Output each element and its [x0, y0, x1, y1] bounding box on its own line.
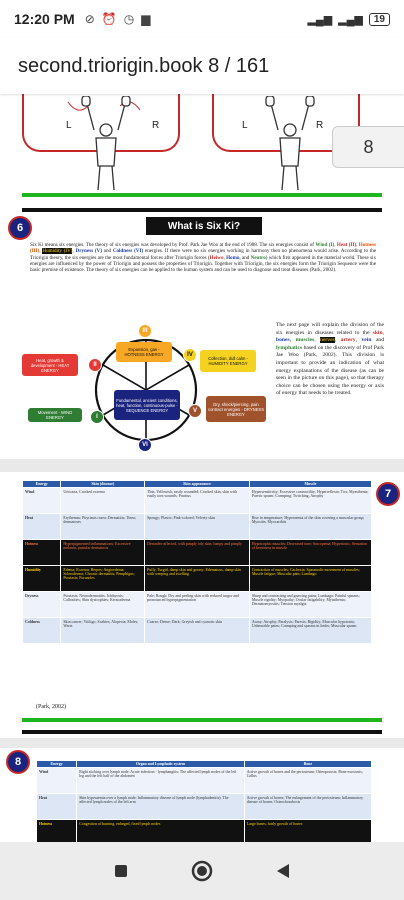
- table-cell: Atony; Atrophy; Paralysis; Paresis; Rigidity; Muscular hypotonia; Unbearable pains; Cramping and spasms in limbs; Muscular spasm: [249, 618, 371, 644]
- hand-label-l2: L: [242, 120, 248, 131]
- status-right: [307, 13, 390, 26]
- side-segment: ,: [314, 337, 321, 344]
- side-segment: ,: [355, 337, 362, 344]
- intro-segment: ,: [356, 242, 359, 248]
- table-cell: Coldness: [23, 618, 61, 644]
- table-row: [23, 488, 372, 514]
- section-title: What is Six Ki?: [146, 217, 262, 235]
- table-header: Bone: [244, 761, 371, 768]
- intro-segment: Wind (I): [315, 242, 335, 248]
- table-cell: Coarse; Dense; Dark; Greyish and cyanotic skin: [145, 618, 250, 644]
- table-cell: Contraction of muscles; Cachexia; Spasmodic movement of muscles; Muscle fatigue; Muscular pain; Lumbago: [249, 566, 371, 592]
- side-segment: ,: [382, 329, 384, 336]
- node-humidity: Collection, dull calm - HUMIDITY ENERGY: [200, 350, 256, 372]
- table-header: Muscle: [249, 481, 371, 488]
- intro-segment: Six Ki means six energies. The theory of six energies was developed by Prof. Park Jae Woo at the end of 1988. The six energies consist of: [30, 242, 316, 248]
- six-energy-table-lymph-bone: [36, 760, 372, 842]
- side-segment: based on the discovery of Prof Park Jae Woo (Park, 2002). This division is important to provide an indication of what energy explanations of the disease (as can be seen in the picture on this page), so that therapy choice can be chosen using the energy or axis of energy that needs to be treated.: [276, 344, 384, 397]
- table-cell: Erythemas; Pityriasis rosea; Dermatitis; Tinea; dermatoses: [61, 514, 145, 540]
- table-cell: Rise in temperature; Hyperaemia of the skin covering a muscular group; Myositis; Myocarditis: [249, 514, 371, 540]
- table-cell: Heat: [37, 794, 77, 820]
- table-cell: Thin, Yellowish, easily wounded; Cracked skin, skin with easily torn wounds; Pruritus: [145, 488, 250, 514]
- intro-segment: , and: [239, 254, 251, 261]
- section-number-6: 6: [8, 216, 32, 240]
- side-segment: ,: [334, 337, 341, 344]
- battery-icon: 19: [369, 13, 390, 26]
- table-header: Energy: [37, 761, 77, 768]
- table-row: [37, 768, 372, 794]
- intro-segment: ,: [72, 248, 76, 255]
- node-hotness: Expansion, gas - HOTNESS ENERGY: [116, 342, 172, 362]
- status-bar: [0, 0, 404, 38]
- back-button[interactable]: [268, 856, 298, 886]
- section-number-8: 8: [6, 750, 30, 774]
- intro-segment: Coldness (VI): [112, 248, 144, 255]
- side-segment: vein: [361, 337, 372, 344]
- android-nav-bar: [0, 842, 404, 900]
- table-cell: Hotness: [23, 540, 61, 566]
- table-cell: Demodex-affected, with pimply oily skin; lumpy and pimply: [145, 540, 250, 566]
- numeral-v: V: [188, 404, 202, 418]
- table-row: [23, 566, 372, 592]
- intro-segment: Heiwo: [209, 254, 224, 261]
- table-row: [23, 592, 372, 618]
- table-cell: Skin hyperaemia over a lymph node; Inflammatory disease of lymph node (lymphadenitis); The affected lymph nodes of the left arm: [77, 794, 245, 820]
- table-cell: Spongy; Plastic; Pink-colored; Velvety skin: [145, 514, 250, 540]
- side-paragraph: [276, 322, 384, 398]
- intro-paragraph: [30, 242, 376, 273]
- intro-segment: Hotness (III): [30, 242, 376, 255]
- intro-segment: and: [101, 248, 113, 255]
- table-cell: Psoriasis; Neurodermatitis; Ichthyosis; Callosities; Skin dystrophies; Keratoderma: [61, 592, 145, 618]
- hand-label-r: R: [152, 120, 160, 131]
- intro-segment: ,: [39, 248, 43, 255]
- table-cell: Wind: [37, 768, 77, 794]
- side-segment: muscles: [295, 337, 315, 344]
- message-icon: ▆: [141, 12, 151, 26]
- divider-green-2: [22, 718, 382, 722]
- section-number-7: 7: [376, 482, 400, 506]
- home-button[interactable]: [187, 856, 217, 886]
- divider-black: [22, 208, 382, 212]
- intro-segment: Homo: [226, 254, 240, 261]
- side-segment: artery: [340, 337, 356, 344]
- table-row: [23, 540, 372, 566]
- numeral-vi: VI: [138, 438, 152, 452]
- person-figure-right-icon: [262, 96, 318, 192]
- pdf-page-9: [0, 472, 404, 738]
- numeral-iv: IV: [183, 348, 197, 362]
- table-cell: Hotness: [37, 820, 77, 843]
- intro-segment: ,: [223, 254, 227, 261]
- divider-black-2: [22, 730, 382, 734]
- intro-segment: Neutro: [250, 254, 266, 261]
- table-cell: Heat: [23, 514, 61, 540]
- table-header: Organ and Lymphatic system: [77, 761, 245, 768]
- square-icon: [114, 864, 128, 878]
- reference-note: (Park, 2002): [36, 704, 66, 710]
- intro-segment: energies. If there were no six energies working in harmony then no phenomena would arise. According to the Triorigin theory, the six energies are the most fundamental forces after Triorigin forces (: [30, 248, 377, 261]
- table-cell: Hyperpigmented inflammations; Excessive melanin, pustular dermatosis: [61, 540, 145, 566]
- notification-icons: [85, 12, 151, 26]
- side-segment: skin: [372, 329, 383, 336]
- table-cell: Hypotrophic muscles; Decreased tone; Sarcopenia; Hypertonic; Sensation of heaviness in muscle: [249, 540, 371, 566]
- node-heat: Heat, growth & development - HEAT ENERGY: [22, 354, 78, 376]
- side-segment: nerves: [320, 337, 335, 344]
- table-cell: Active growth of bones and the periosteum; Osteoporosis; Bone exostosis; Callus: [244, 768, 371, 794]
- triangle-back-icon: [275, 862, 291, 880]
- side-segment: The next page will explain the division of the six energies in diseases related to the: [276, 322, 384, 336]
- side-segment: bones: [276, 337, 290, 344]
- table-cell: Puffy, Turgid, damp skin and greasy; Edematous, damp skin with weeping and swelling: [145, 566, 250, 592]
- table-row: [37, 794, 372, 820]
- signal-icon: ▂▄▆: [307, 13, 333, 26]
- table-cell: Active growth of bones; The enlargement of the periosteum; Inflammatory disease of bones; Osteochondrosis: [244, 794, 371, 820]
- mute-icon: ⊘: [84, 12, 95, 26]
- side-segment: ,: [289, 337, 296, 344]
- intro-segment: Dryness (V): [75, 248, 102, 255]
- circle-icon: [191, 860, 213, 882]
- table-header: Energy: [23, 481, 61, 488]
- page-indicator[interactable]: 8: [332, 126, 404, 168]
- table-row: [23, 514, 372, 540]
- table-cell: Edema; Eczema; Herpes; Angioedema; Scleroderma; Chronic dermatitis; Pemphigus; Psoriasis; Furuncles: [61, 566, 145, 592]
- six-ki-diagram: [86, 320, 206, 454]
- table-cell: Dryness: [23, 592, 61, 618]
- six-energy-table-skin-muscle: [22, 480, 372, 644]
- status-time: 12:20 PM: [14, 11, 75, 27]
- node-dryness: Dry, shock/piercing, pain contract energies - DRYNESS ENERGY: [206, 396, 266, 422]
- table-cell: Hypersensitivity; Excessive contractility; Hyperreflexia; Tics; Myasthenia; Paretic spasm; Cramping; Twitching, Atrophy: [249, 488, 371, 514]
- alarm-icon: ⏰: [101, 12, 117, 26]
- table-cell: Humidity: [23, 566, 61, 592]
- numeral-iii: III: [138, 324, 152, 338]
- numeral-i: I: [90, 410, 104, 424]
- document-title: second.triorigin.book 8 / 161: [0, 38, 404, 94]
- table-cell: Wind: [23, 488, 61, 514]
- intro-segment: Heat (II): [336, 242, 357, 248]
- table-cell: Skin cancer; Vitiligo; Scabies; Alopecia; Moles; Warts: [61, 618, 145, 644]
- table-cell: Congestion of burning, enlarged, fixed lymph nodes: [77, 820, 245, 843]
- signal2-icon: ▂▄▆: [338, 13, 363, 26]
- table-row: [37, 820, 372, 843]
- table-header: Skin appearance: [145, 481, 250, 488]
- clock-icon: ◷: [123, 12, 135, 26]
- numeral-ii: II: [88, 358, 102, 372]
- table-row: [23, 618, 372, 644]
- hand-label-r2: R: [316, 120, 324, 131]
- table-cell: Pale; Rough; Dry and peeling skin with reduced turgor and pronounced hyperpigmentation: [145, 592, 250, 618]
- side-segment: lymphatics: [276, 344, 303, 351]
- table-cell: Urticaria, Cracked eczema: [61, 488, 145, 514]
- table-header: Skin (disease): [61, 481, 145, 488]
- intro-segment: ,: [334, 242, 337, 248]
- divider-green: [22, 193, 382, 197]
- table-cell: Large bones, fairly growth of bones: [244, 820, 371, 843]
- intro-segment: ) which first appeared in the material world. These six energies are influenced by the power of Triorigin and possess the properties of Triorigin. Together with Triorigin, the six energies form the Triorigin Sequence were the basic premise of existence. The theory of six energies can be applied to the human system and can be used to diagnose and treat diseases (Park, 2002).: [30, 254, 377, 274]
- pdf-page-10: [0, 748, 404, 842]
- table-cell: Right sticking over lymph node; Acute infection - lymphangitis; The affected lymph nodes of the left leg and the left half of the abdomen: [77, 768, 245, 794]
- side-segment: and: [371, 337, 385, 344]
- intro-segment: Humidity (IV): [42, 248, 73, 255]
- person-figure-left-icon: [78, 96, 134, 192]
- node-sequence: Fundamental, ancient conditions, heat, function, continuous-pulse - SEQUENCE ENERGY: [114, 390, 180, 420]
- table-cell: Sharp and contracting and gnawing pains; Lumbago; Painful spasms; Muscle rigidity; Myopathy; Ocular fatigability; Myasthenia; Dermatomyositis; Tension myalgia: [249, 592, 371, 618]
- node-wind: Movement - WIND ENERGY: [28, 408, 82, 422]
- pdf-viewer[interactable]: [0, 94, 404, 842]
- recents-button[interactable]: [106, 856, 136, 886]
- hand-label-l: L: [66, 120, 72, 131]
